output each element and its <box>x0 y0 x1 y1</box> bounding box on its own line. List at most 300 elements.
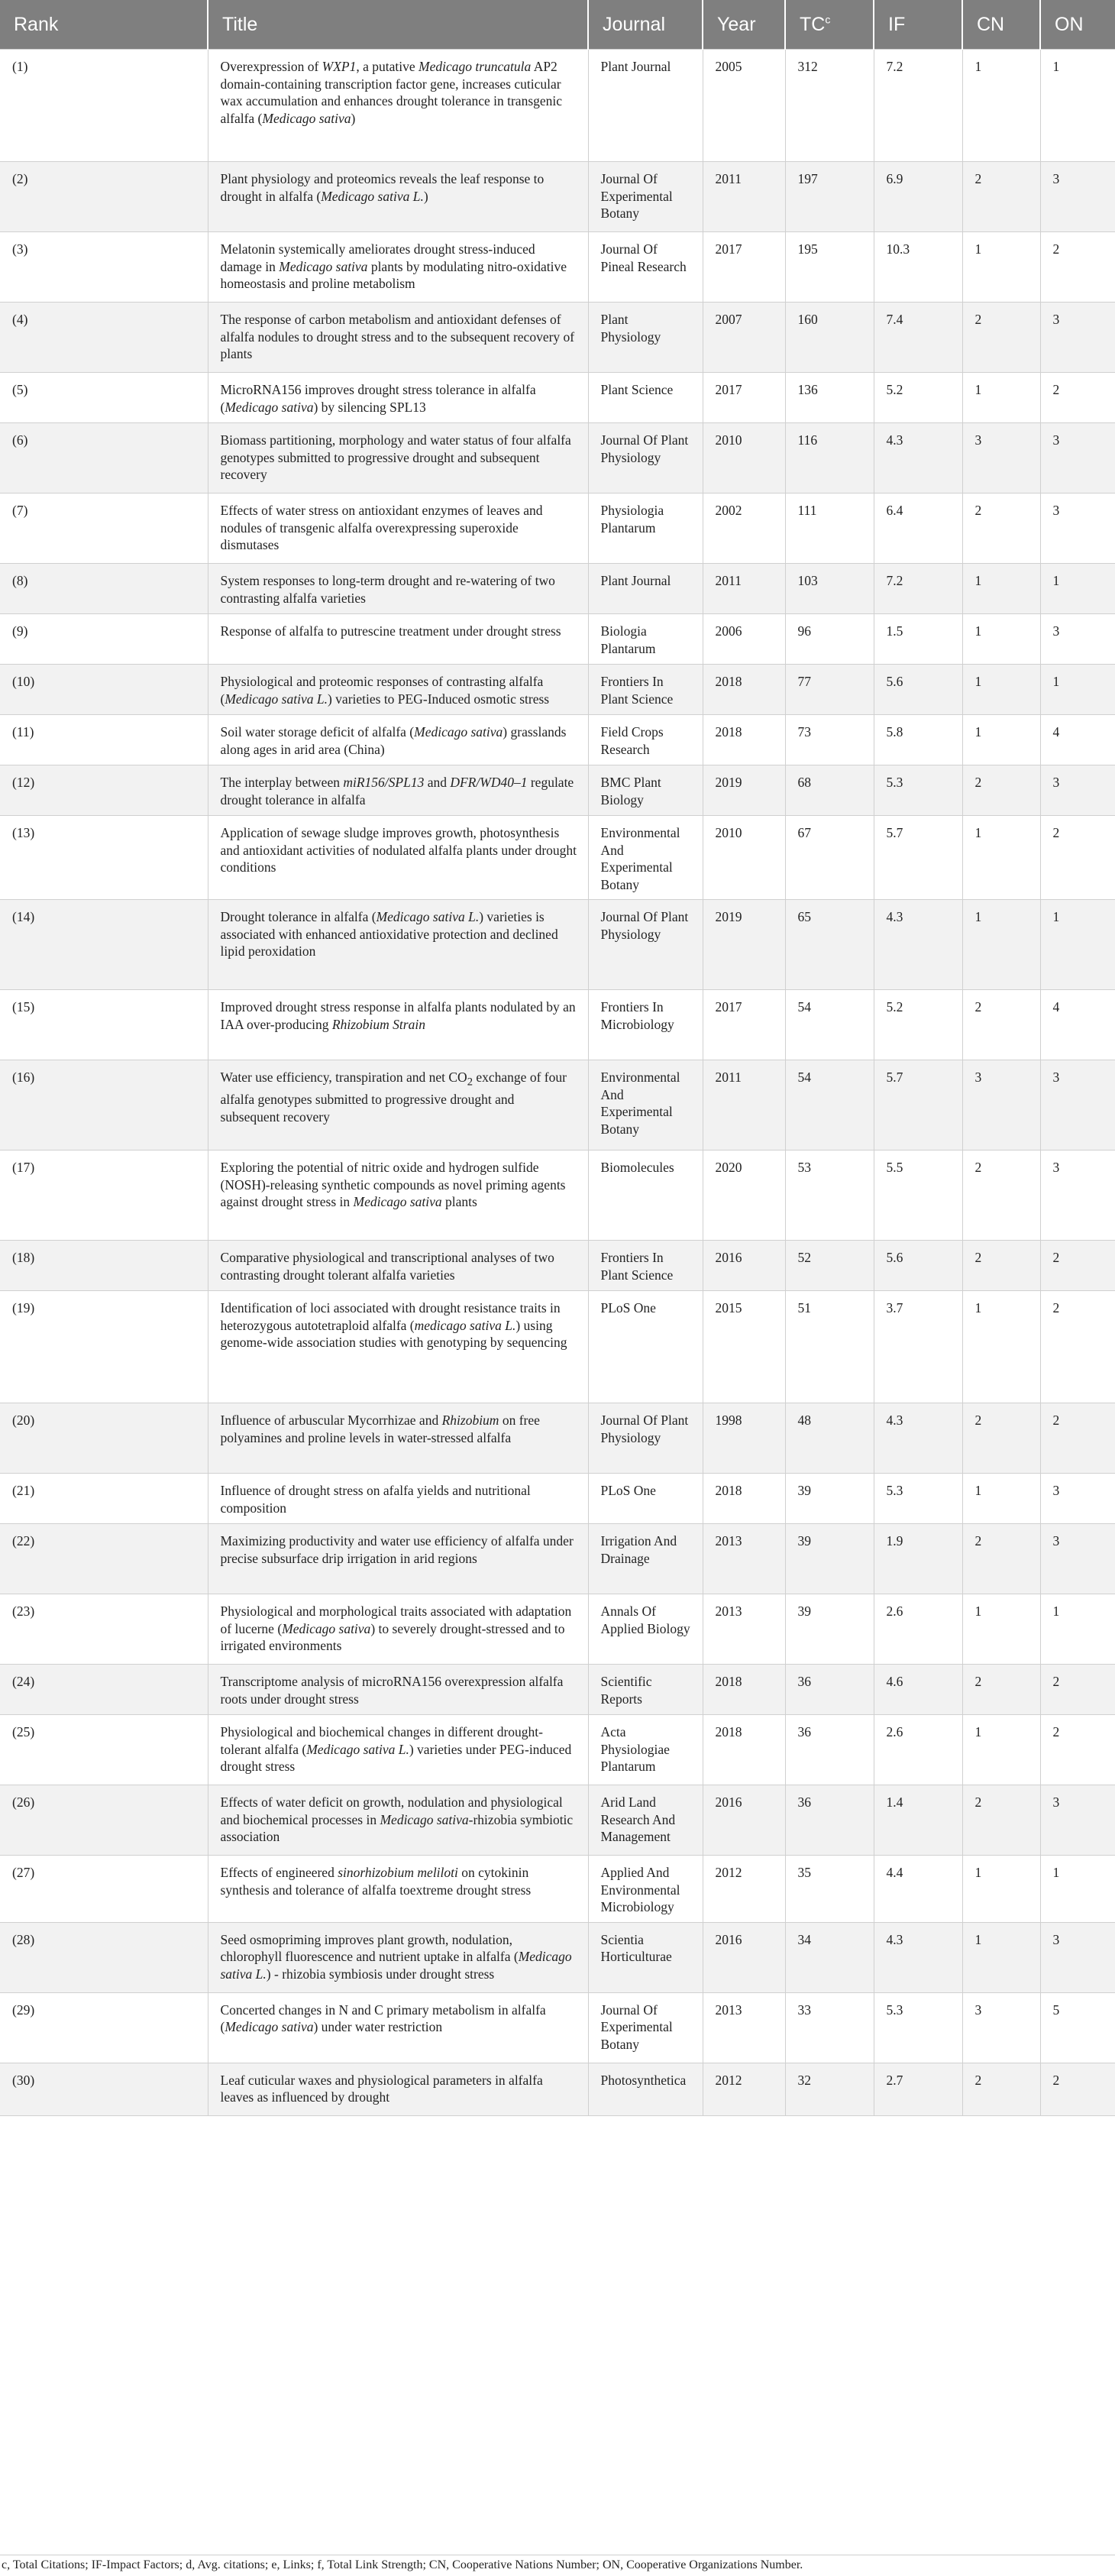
cell-on: 2 <box>1040 1715 1115 1785</box>
table-row <box>0 816 1115 900</box>
cell-rank: (13) <box>0 816 208 900</box>
cell-on: 1 <box>1040 900 1115 990</box>
cell-journal: Annals Of Applied Biology <box>588 1594 703 1665</box>
table-row <box>0 423 1115 494</box>
cell-rank: (14) <box>0 900 208 990</box>
title-segment: sinorhizobium meliloti <box>338 1865 458 1880</box>
title-segment: ) to severely drought-stressed and to irrigated environments <box>220 1620 565 1653</box>
cell-tc: 53 <box>785 1150 874 1241</box>
cell-rank: (27) <box>0 1856 208 1923</box>
cell-tc: 54 <box>785 1060 874 1150</box>
title-segment: Medicago sativa <box>225 2019 314 2034</box>
cell-rank: (20) <box>0 1403 208 1474</box>
table-row <box>0 373 1115 423</box>
cell-year: 2016 <box>703 1922 785 1992</box>
cell-year: 2018 <box>703 1474 785 1524</box>
cell-year: 2017 <box>703 373 785 423</box>
table-row <box>0 1715 1115 1785</box>
cell-rank: (26) <box>0 1785 208 1856</box>
column-header-on <box>1040 0 1115 50</box>
cell-title <box>208 1403 588 1474</box>
cell-on: 2 <box>1040 373 1115 423</box>
cell-title <box>208 564 588 614</box>
cell-title <box>208 900 588 990</box>
cell-year: 2010 <box>703 816 785 900</box>
cell-on: 3 <box>1040 303 1115 373</box>
table-row <box>0 665 1115 715</box>
title-segment: Medicago sativa <box>225 399 314 415</box>
cell-tc: 34 <box>785 1922 874 1992</box>
title-segment: Improved drought stress response in alfalfa plants nodulated by an IAA over-producing <box>220 999 576 1032</box>
title-segment: Rhizobium <box>441 1413 499 1428</box>
table-row <box>0 1241 1115 1291</box>
cell-cn: 2 <box>962 990 1040 1060</box>
cell-year: 2019 <box>703 765 785 816</box>
table-row <box>0 1856 1115 1923</box>
cell-cn: 2 <box>962 303 1040 373</box>
cell-if: 5.3 <box>874 1474 962 1524</box>
cell-if: 7.2 <box>874 50 962 162</box>
cell-if: 5.6 <box>874 1241 962 1291</box>
cell-tc: 39 <box>785 1474 874 1524</box>
cell-title <box>208 1856 588 1923</box>
cell-if: 4.3 <box>874 900 962 990</box>
cell-journal: Physiologia Plantarum <box>588 494 703 564</box>
title-segment: Application of sewage sludge improves growth, photosynthesis and antioxidant activities of nodulated alfalfa plants under drought conditions <box>220 825 577 875</box>
cell-journal: Frontiers In Plant Science <box>588 665 703 715</box>
column-header-journal <box>588 0 703 50</box>
cell-tc: 312 <box>785 50 874 162</box>
title-segment: Medicago sativa L. <box>220 1949 572 1982</box>
cell-cn: 2 <box>962 162 1040 232</box>
table-row <box>0 614 1115 665</box>
cell-year: 2011 <box>703 162 785 232</box>
cell-year: 2018 <box>703 715 785 765</box>
title-segment: Medicago sativa <box>279 258 368 274</box>
cell-on: 1 <box>1040 1856 1115 1923</box>
cell-rank: (22) <box>0 1524 208 1594</box>
cell-tc: 54 <box>785 990 874 1060</box>
title-segment: miR156/SPL13 <box>343 775 425 790</box>
cell-tc: 51 <box>785 1291 874 1403</box>
title-segment: on free polyamines and proline levels in water-stressed alfalfa <box>220 1413 540 1445</box>
cell-on: 3 <box>1040 614 1115 665</box>
cell-year: 2013 <box>703 1524 785 1594</box>
table-row <box>0 232 1115 303</box>
cell-rank: (9) <box>0 614 208 665</box>
cell-cn: 3 <box>962 423 1040 494</box>
cell-cn: 1 <box>962 614 1040 665</box>
cell-tc: 32 <box>785 2063 874 2115</box>
title-segment: ) under water restriction <box>313 2019 443 2034</box>
title-segment: ) <box>351 110 356 126</box>
title-segment: Medicago sativa L. <box>376 909 480 924</box>
cell-tc: 103 <box>785 564 874 614</box>
column-header-label: IF <box>888 13 906 35</box>
title-segment: ) varieties is associated with enhanced antioxidative protection and declined lipid peroxidation <box>220 909 558 959</box>
cell-if: 2.6 <box>874 1594 962 1665</box>
column-header-year <box>703 0 785 50</box>
cell-tc: 195 <box>785 232 874 303</box>
title-segment: Comparative physiological and transcriptional analyses of two contrasting drought tolerant alfalfa varieties <box>220 1250 554 1283</box>
cell-cn: 1 <box>962 900 1040 990</box>
cell-cn: 2 <box>962 1524 1040 1594</box>
cell-if: 5.5 <box>874 1150 962 1241</box>
cell-if: 6.4 <box>874 494 962 564</box>
table-row <box>0 1474 1115 1524</box>
cell-title <box>208 1060 588 1150</box>
table-row <box>0 162 1115 232</box>
cell-year: 2012 <box>703 1856 785 1923</box>
cell-tc: 36 <box>785 1665 874 1715</box>
cell-on: 2 <box>1040 1241 1115 1291</box>
title-segment: regulate drought tolerance in alfalfa <box>220 775 574 807</box>
title-segment: exchange of four alfalfa genotypes submitted to progressive drought and subsequent recovery <box>220 1070 567 1125</box>
table-row <box>0 900 1115 990</box>
column-header-label: Journal <box>603 13 665 35</box>
cell-title <box>208 50 588 162</box>
table-row <box>0 1665 1115 1715</box>
cell-journal: Scientific Reports <box>588 1665 703 1715</box>
title-segment: MicroRNA156 improves drought stress tolerance in alfalfa ( <box>220 382 536 415</box>
cell-year: 2007 <box>703 303 785 373</box>
title-segment: Influence of drought stress on afalfa yields and nutritional composition <box>220 1483 531 1516</box>
cell-cn: 1 <box>962 715 1040 765</box>
cell-title <box>208 614 588 665</box>
cell-tc: 96 <box>785 614 874 665</box>
cell-cn: 2 <box>962 1403 1040 1474</box>
cell-journal: Journal Of Pineal Research <box>588 232 703 303</box>
table-row <box>0 1403 1115 1474</box>
cell-rank: (2) <box>0 162 208 232</box>
cell-journal: Environmental And Experimental Botany <box>588 1060 703 1150</box>
cell-title <box>208 665 588 715</box>
cell-if: 5.3 <box>874 1992 962 2063</box>
title-segment: Biomass partitioning, morphology and water status of four alfalfa genotypes submitted to progressive drought and subsequent recovery <box>220 432 571 482</box>
table-row <box>0 1291 1115 1403</box>
table-row <box>0 1785 1115 1856</box>
cell-title <box>208 303 588 373</box>
cell-rank: (8) <box>0 564 208 614</box>
title-segment: on cytokinin synthesis and tolerance of alfalfa toextreme drought stress <box>220 1865 532 1898</box>
cell-rank: (29) <box>0 1992 208 2063</box>
column-header-title <box>208 0 588 50</box>
table-row <box>0 1922 1115 1992</box>
title-segment: Medicago sativa <box>380 1811 469 1827</box>
cell-tc: 136 <box>785 373 874 423</box>
cell-tc: 48 <box>785 1403 874 1474</box>
table-row <box>0 765 1115 816</box>
title-segment: ) varieties under PEG-induced drought stress <box>220 1741 572 1774</box>
cell-cn: 1 <box>962 1715 1040 1785</box>
cell-tc: 35 <box>785 1856 874 1923</box>
table-footnote: c, Total Citations; IF-Impact Factors; d, Avg. citations; e, Links; f, Total Link Strength; CN, Cooperative Nations Number; ON, Cooperative Organizations Number. <box>0 2555 1115 2576</box>
cell-on: 3 <box>1040 1474 1115 1524</box>
cell-tc: 197 <box>785 162 874 232</box>
title-segment: Leaf cuticular waxes and physiological parameters in alfalfa leaves as influenced by drought <box>220 2072 543 2105</box>
cell-year: 2005 <box>703 50 785 162</box>
title-segment: plants by modulating nitro-oxidative homeostasis and proline metabolism <box>220 258 567 291</box>
title-segment: Effects of water stress on antioxidant enzymes of leaves and nodules of transgenic alfalfa overexpressing superoxide dismutases <box>220 503 543 552</box>
title-segment: Concerted changes in N and C primary metabolism in alfalfa ( <box>220 2002 546 2034</box>
title-segment: AP2 domain-containing transcription factor gene, increases cuticular wax accumulation and enhances drought tolerance in transgenic alfalfa ( <box>220 59 563 126</box>
column-header-footnote-mark: c <box>825 13 831 26</box>
cell-if: 5.3 <box>874 765 962 816</box>
cell-rank: (4) <box>0 303 208 373</box>
cell-year: 2019 <box>703 900 785 990</box>
cell-if: 4.3 <box>874 1922 962 1992</box>
table-row <box>0 990 1115 1060</box>
title-segment: Transcriptome analysis of microRNA156 overexpression alfalfa roots under drought stress <box>220 1674 564 1707</box>
column-header-cn <box>962 0 1040 50</box>
cell-on: 4 <box>1040 715 1115 765</box>
title-segment: Water use efficiency, transpiration and net CO <box>220 1070 467 1085</box>
title-segment: -rhizobia symbiotic association <box>220 1811 574 1844</box>
cell-on: 3 <box>1040 423 1115 494</box>
cell-cn: 2 <box>962 765 1040 816</box>
cell-on: 3 <box>1040 1150 1115 1241</box>
cell-on: 2 <box>1040 1403 1115 1474</box>
title-segment: Melatonin systemically ameliorates drought stress-induced damage in <box>220 241 535 274</box>
cell-journal: Applied And Environmental Microbiology <box>588 1856 703 1923</box>
title-segment: ) <box>423 188 428 204</box>
table-row <box>0 1150 1115 1241</box>
cell-year: 2013 <box>703 1992 785 2063</box>
cell-cn: 1 <box>962 564 1040 614</box>
cell-cn: 2 <box>962 2063 1040 2115</box>
cell-cn: 1 <box>962 1856 1040 1923</box>
column-header-label: TC <box>800 13 826 35</box>
title-segment: Identification of loci associated with drought resistance traits in heterozygous autotetraploid alfalfa ( <box>220 1300 561 1333</box>
cell-on: 2 <box>1040 2063 1115 2115</box>
cell-tc: 67 <box>785 816 874 900</box>
cell-on: 3 <box>1040 162 1115 232</box>
title-segment: ) using genome-wide association studies with genotyping by sequencing <box>220 1317 567 1350</box>
cell-cn: 3 <box>962 1060 1040 1150</box>
cell-journal: Plant Journal <box>588 564 703 614</box>
title-segment: Maximizing productivity and water use efficiency of alfalfa under precise subsurface drip irrigation in arid regions <box>220 1533 574 1566</box>
column-header-if <box>874 0 962 50</box>
cell-year: 2013 <box>703 1594 785 1665</box>
cell-on: 3 <box>1040 1922 1115 1992</box>
cell-year: 2016 <box>703 1785 785 1856</box>
table-row <box>0 1060 1115 1150</box>
cell-if: 6.9 <box>874 162 962 232</box>
cell-on: 3 <box>1040 1785 1115 1856</box>
cell-title <box>208 1150 588 1241</box>
cell-rank: (30) <box>0 2063 208 2115</box>
cell-journal: Biomolecules <box>588 1150 703 1241</box>
cell-journal: PLoS One <box>588 1291 703 1403</box>
cell-cn: 1 <box>962 1474 1040 1524</box>
title-segment: Physiological and proteomic responses of contrasting alfalfa ( <box>220 674 544 707</box>
cell-title <box>208 1922 588 1992</box>
cell-journal: Biologia Plantarum <box>588 614 703 665</box>
title-segment: Response of alfalfa to putrescine treatment under drought stress <box>220 623 561 639</box>
cell-rank: (16) <box>0 1060 208 1150</box>
table-row <box>0 494 1115 564</box>
cell-title <box>208 2063 588 2115</box>
table-row <box>0 564 1115 614</box>
cell-journal: Arid Land Research And Management <box>588 1785 703 1856</box>
cell-journal: Journal Of Plant Physiology <box>588 1403 703 1474</box>
cell-tc: 52 <box>785 1241 874 1291</box>
cell-year: 2017 <box>703 990 785 1060</box>
table-row <box>0 2063 1115 2115</box>
column-header-label: Title <box>222 13 258 35</box>
cell-year: 2010 <box>703 423 785 494</box>
title-segment: Medicago sativa <box>414 724 503 739</box>
cell-if: 5.7 <box>874 816 962 900</box>
cell-rank: (7) <box>0 494 208 564</box>
cell-cn: 1 <box>962 1922 1040 1992</box>
cell-cn: 2 <box>962 1241 1040 1291</box>
title-segment: Soil water storage deficit of alfalfa ( <box>220 724 415 739</box>
cell-cn: 1 <box>962 665 1040 715</box>
cell-if: 7.4 <box>874 303 962 373</box>
cell-cn: 2 <box>962 1785 1040 1856</box>
cell-cn: 3 <box>962 1992 1040 2063</box>
cell-year: 2018 <box>703 665 785 715</box>
title-segment: Medicago sativa L. <box>321 188 424 204</box>
cell-year: 2002 <box>703 494 785 564</box>
cell-tc: 68 <box>785 765 874 816</box>
cell-rank: (3) <box>0 232 208 303</box>
cell-if: 5.2 <box>874 373 962 423</box>
title-segment: The interplay between <box>220 775 344 790</box>
cell-journal: Journal Of Experimental Botany <box>588 162 703 232</box>
cell-journal: Scientia Horticulturae <box>588 1922 703 1992</box>
cell-cn: 1 <box>962 1594 1040 1665</box>
title-segment: medicago sativa L. <box>414 1317 516 1333</box>
cell-year: 1998 <box>703 1403 785 1474</box>
cell-if: 1.5 <box>874 614 962 665</box>
cell-title <box>208 494 588 564</box>
table-header <box>0 0 1115 50</box>
cell-tc: 77 <box>785 665 874 715</box>
cell-journal: PLoS One <box>588 1474 703 1524</box>
cell-tc: 39 <box>785 1594 874 1665</box>
cell-if: 7.2 <box>874 564 962 614</box>
cell-journal: Journal Of Plant Physiology <box>588 423 703 494</box>
cell-cn: 1 <box>962 1291 1040 1403</box>
cell-year: 2011 <box>703 564 785 614</box>
cell-rank: (5) <box>0 373 208 423</box>
title-segment: Effects of water deficit on growth, nodulation and physiological and biochemical processes in <box>220 1794 563 1827</box>
title-segment: Medicago sativa L. <box>306 1741 409 1757</box>
cell-title <box>208 232 588 303</box>
cell-title <box>208 1992 588 2063</box>
cell-tc: 36 <box>785 1785 874 1856</box>
cell-rank: (6) <box>0 423 208 494</box>
title-segment: ) by silencing SPL13 <box>313 399 426 415</box>
cell-tc: 33 <box>785 1992 874 2063</box>
cell-on: 3 <box>1040 765 1115 816</box>
title-segment: Drought tolerance in alfalfa ( <box>220 909 377 924</box>
cell-year: 2015 <box>703 1291 785 1403</box>
title-segment: Exploring the potential of nitric oxide and hydrogen sulfide (NOSH)-releasing synthetic compounds as novel priming agents against drought stress in <box>220 1160 566 1209</box>
cell-cn: 1 <box>962 373 1040 423</box>
cell-cn: 1 <box>962 232 1040 303</box>
title-segment: Medicago sativa L. <box>225 691 328 707</box>
cell-rank: (1) <box>0 50 208 162</box>
table-row <box>0 1992 1115 2063</box>
cell-journal: Frontiers In Microbiology <box>588 990 703 1060</box>
cell-year: 2018 <box>703 1665 785 1715</box>
cell-if: 3.7 <box>874 1291 962 1403</box>
cell-cn: 1 <box>962 50 1040 162</box>
cell-title <box>208 816 588 900</box>
cell-rank: (24) <box>0 1665 208 1715</box>
title-segment: plants <box>441 1194 477 1209</box>
cell-if: 5.2 <box>874 990 962 1060</box>
cell-on: 5 <box>1040 1992 1115 2063</box>
cell-if: 5.6 <box>874 665 962 715</box>
title-segment: ) - rhizobia symbiosis under drought stress <box>266 1966 495 1982</box>
cell-on: 2 <box>1040 232 1115 303</box>
cell-tc: 111 <box>785 494 874 564</box>
cell-title <box>208 1665 588 1715</box>
cell-on: 3 <box>1040 1060 1115 1150</box>
cell-cn: 2 <box>962 1150 1040 1241</box>
table-row <box>0 50 1115 162</box>
cell-journal: Irrigation And Drainage <box>588 1524 703 1594</box>
table-row <box>0 1524 1115 1594</box>
title-segment: ) grasslands along ages in arid area (China) <box>220 724 567 757</box>
cell-title <box>208 1474 588 1524</box>
cell-cn: 2 <box>962 1665 1040 1715</box>
table-row <box>0 303 1115 373</box>
title-segment: Overexpression of <box>220 59 322 74</box>
title-segment: WXP1 <box>322 59 357 74</box>
cell-if: 10.3 <box>874 232 962 303</box>
cell-journal: Plant Physiology <box>588 303 703 373</box>
column-header-rank <box>0 0 208 50</box>
title-segment: ) varieties to PEG-Induced osmotic stress <box>327 691 550 707</box>
cell-journal: Photosynthetica <box>588 2063 703 2115</box>
cell-if: 2.7 <box>874 2063 962 2115</box>
cell-if: 4.6 <box>874 1665 962 1715</box>
cell-if: 4.3 <box>874 423 962 494</box>
title-segment: 2 <box>467 1076 473 1089</box>
cell-cn: 1 <box>962 816 1040 900</box>
cell-journal: Plant Science <box>588 373 703 423</box>
title-segment: Medicago truncatula <box>419 59 532 74</box>
title-segment: The response of carbon metabolism and antioxidant defenses of alfalfa nodules to drought stress and to the subsequent recovery of plants <box>220 312 575 361</box>
title-segment: Rhizobium Strain <box>331 1016 425 1032</box>
column-header-label: ON <box>1055 13 1084 35</box>
cell-title <box>208 1785 588 1856</box>
cell-journal: Field Crops Research <box>588 715 703 765</box>
title-segment: Medicago sativa <box>282 1620 371 1636</box>
cell-title <box>208 1524 588 1594</box>
cell-rank: (21) <box>0 1474 208 1524</box>
cell-rank: (19) <box>0 1291 208 1403</box>
cell-on: 2 <box>1040 816 1115 900</box>
cell-on: 2 <box>1040 1665 1115 1715</box>
table-row <box>0 1594 1115 1665</box>
table-row <box>0 715 1115 765</box>
cell-journal: Acta Physiologiae Plantarum <box>588 1715 703 1785</box>
cell-title <box>208 765 588 816</box>
cell-if: 4.4 <box>874 1856 962 1923</box>
cell-rank: (28) <box>0 1922 208 1992</box>
cell-year: 2018 <box>703 1715 785 1785</box>
cell-year: 2006 <box>703 614 785 665</box>
header-row <box>0 0 1115 50</box>
cell-rank: (10) <box>0 665 208 715</box>
cell-tc: 39 <box>785 1524 874 1594</box>
